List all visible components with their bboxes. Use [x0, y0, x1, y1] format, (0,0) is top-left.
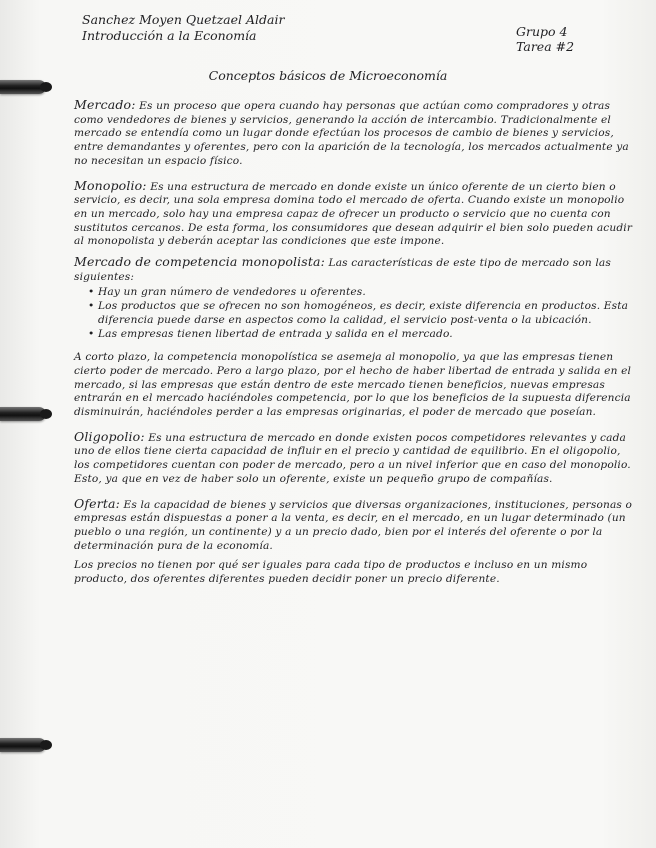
definition-text: Es una estructura de mercado en donde existen pocos competidores relevantes y cada uno de ellos tiene cierta capacidad de influir en el precio y cantidad de equilibrio. En el oligopolio, los competidores cuentan con poder de mercado, pero a un nivel inferior que en caso del monopolio. Esto, ya que en vez de haber solo un oferente, existe un pequeño grupo de compañías.: [74, 431, 631, 485]
section-competencia-monopolista: [74, 255, 634, 284]
section-monopolio: [74, 179, 634, 250]
term-label: Monopolio:: [74, 177, 147, 193]
term-label: Oferta:: [74, 495, 120, 511]
group-label: Grupo 4: [516, 24, 568, 39]
term-label: Mercado:: [74, 97, 136, 112]
binder-ring-icon: [0, 738, 46, 752]
assignment-header: [516, 24, 574, 54]
definition-text: Es la capacidad de bienes y servicios que diversas organizaciones, instituciones, personas o empresas están dispuestas a poner a la venta, es decir, en el mercado, en un lugar determinado (un pueblo o una región, un continente) y a un precio dado, bien por el interés del oferente o por la determinación pura de la economía.: [74, 498, 633, 552]
list-item: • Los productos que se ofrecen no son homogéneos, es decir, existe diferencia en productos. Esta diferencia puede darse en aspectos como la calidad, el servicio post-venta o la ubicación.: [88, 300, 634, 327]
term-label: Oligopolio:: [74, 428, 145, 444]
task-label: Tarea #2: [516, 39, 575, 54]
course-name: Introducción a la Economía: [82, 28, 257, 43]
oferta-paragraph: Los precios no tienen por qué ser iguales para cada tipo de productos e incluso en un mismo producto, dos oferentes diferentes pueden decidir poner un precio diferente.: [74, 559, 588, 586]
definition-text: Las características de este tipo de mercado son las siguientes:: [74, 257, 611, 283]
student-name: Sanchez Moyen Quetzael Aldair: [82, 12, 285, 27]
page-title: Conceptos básicos de Microeconomía: [208, 68, 448, 83]
section-oferta: [74, 497, 634, 554]
competencia-paragraph: A corto plazo, la competencia monopolística se asemeja al monopolio, ya que las empresas tienen cierto poder de mercado. Pero a largo plazo, por el hecho de haber libertad de entrada y salida en el mercado, si las empresas que están dentro de este mercado tienen beneficios, nuevas empresas entrarán en el mercado haciéndoles competencia, por lo que los beneficios de la supuesta diferencia disminuirán, haciéndoles perder a las empresas originarias, el poder de mercado que poseían.: [74, 351, 632, 419]
characteristics-list: [88, 286, 634, 341]
section-mercado: [74, 98, 634, 169]
student-header: [82, 12, 284, 44]
list-item: • Hay un gran número de vendedores u oferentes.: [88, 286, 634, 300]
term-label: Mercado de competencia monopolista:: [74, 254, 326, 270]
section-oligopolio: [74, 430, 634, 487]
binder-ring-icon: [0, 407, 46, 421]
definition-text: Es un proceso que opera cuando hay personas que actúan como compradores y otras como vendedores de bienes y servicios, generando la acción de intercambio. Tradicionalmente el mercado se entendía como un lugar donde efectúan los procesos de cambio de bienes y servicios, entre demandantes y oferentes, pero con la aparición de la tecnología, los mercados actualmente ya no necesitan un espacio físico.: [74, 100, 629, 167]
definition-text: Es una estructura de mercado en donde existe un único oferente de un cierto bien o servicio, es decir, una sola empresa domina todo el mercado de oferta. Cuando existe un monopolio en un mercado, solo hay una empresa capaz de ofrecer un producto o servicio que no cuenta con sustitutos cercanos. De esta forma, los consumidores que desean adquirir el bien solo pueden acudir al monopolista y deberán aceptar las condiciones que este impone.: [74, 180, 633, 248]
list-item: • Las empresas tienen libertad de entrada y salida en el mercado.: [88, 328, 634, 342]
notes-body: [74, 98, 634, 593]
